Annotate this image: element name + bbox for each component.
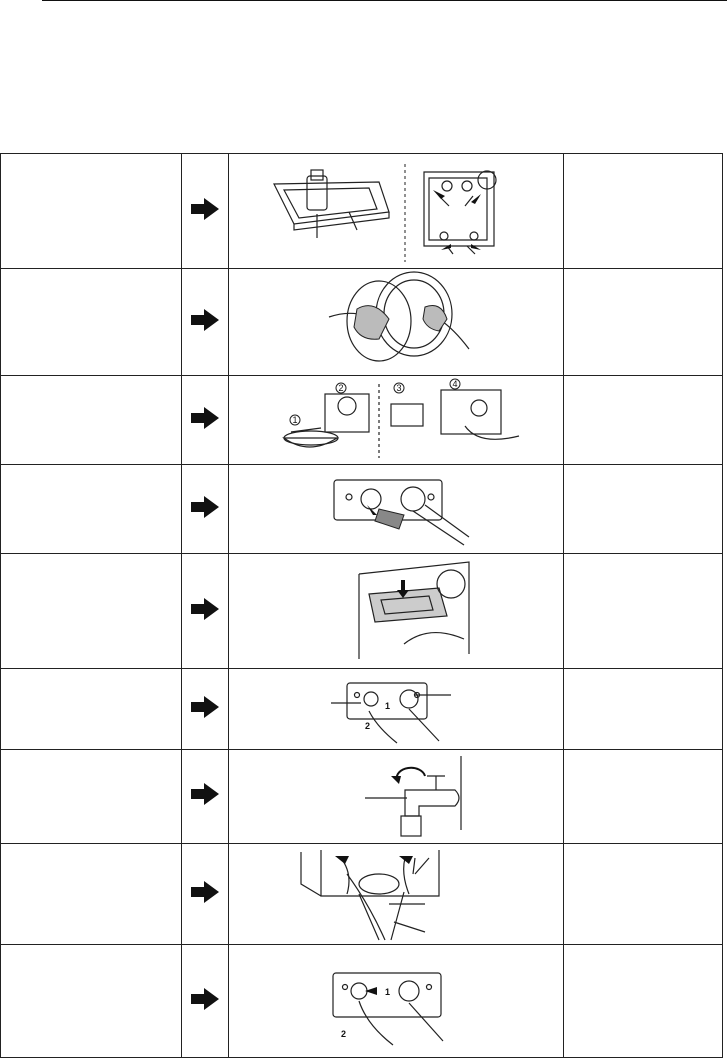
table-row	[1, 465, 723, 554]
illustration-cell	[229, 945, 564, 1058]
problem-cell	[1, 554, 182, 669]
illustration-cell	[229, 844, 564, 945]
step-marker: 2	[341, 1029, 347, 1039]
note-cell	[564, 750, 723, 844]
problem-cell	[1, 269, 182, 376]
right-arrow-icon	[190, 695, 220, 719]
top-rule	[42, 0, 727, 1]
arrow-cell	[182, 945, 229, 1058]
hose-routing-illustration	[229, 844, 564, 944]
arrow-cell	[182, 844, 229, 945]
right-arrow-icon	[190, 597, 220, 621]
illustration-cell	[229, 376, 564, 465]
illustration-cell	[229, 750, 564, 844]
troubleshooting-table	[0, 153, 723, 1058]
problem-cell	[1, 669, 182, 750]
table-row	[1, 945, 723, 1058]
note-cell	[564, 154, 723, 269]
problem-cell	[1, 945, 182, 1058]
note-cell	[564, 376, 723, 465]
right-arrow-icon	[190, 197, 220, 221]
step-marker: 2	[365, 721, 371, 731]
table-row	[1, 269, 723, 376]
illustration-cell	[229, 269, 564, 376]
arrow-cell	[182, 154, 229, 269]
step-marker: 1	[385, 987, 391, 997]
arrow-cell	[182, 269, 229, 376]
detergent-drawer-illustration	[229, 554, 564, 668]
step-marker: 1	[292, 415, 298, 425]
right-arrow-icon	[190, 782, 220, 806]
illustration-cell	[229, 465, 564, 554]
step-marker: 1	[385, 701, 391, 711]
arrow-cell	[182, 376, 229, 465]
table-row	[1, 750, 723, 844]
step-marker: 2	[338, 383, 344, 393]
illustration-cell	[229, 554, 564, 669]
shipping-bolts-illustration	[229, 154, 564, 268]
arrow-cell	[182, 669, 229, 750]
right-arrow-icon	[190, 308, 220, 332]
step-marker: 3	[396, 383, 402, 393]
inlet-filter-illustration	[229, 465, 564, 553]
table-row	[1, 554, 723, 669]
arrow-cell	[182, 554, 229, 669]
right-arrow-icon	[190, 987, 220, 1011]
step-marker: 4	[452, 379, 458, 389]
problem-cell	[1, 376, 182, 465]
note-cell	[564, 844, 723, 945]
illustration-cell	[229, 154, 564, 269]
problem-cell	[1, 844, 182, 945]
problem-cell	[1, 750, 182, 844]
note-cell	[564, 465, 723, 554]
table-row	[1, 154, 723, 269]
note-cell	[564, 669, 723, 750]
right-arrow-icon	[190, 406, 220, 430]
note-cell	[564, 945, 723, 1058]
door-seal-illustration	[229, 269, 564, 375]
right-arrow-icon	[190, 495, 220, 519]
illustration-cell	[229, 669, 564, 750]
note-cell	[564, 269, 723, 376]
right-arrow-icon	[190, 880, 220, 904]
drain-filter-illustration	[229, 376, 564, 464]
problem-cell	[1, 465, 182, 554]
table-row	[1, 844, 723, 945]
arrow-cell	[182, 465, 229, 554]
table-row	[1, 669, 723, 750]
water-tap-illustration	[229, 750, 564, 843]
problem-cell	[1, 154, 182, 269]
hose-connection-illustration	[229, 669, 564, 749]
table-row	[1, 376, 723, 465]
arrow-cell	[182, 750, 229, 844]
hose-tighten-illustration	[229, 945, 564, 1057]
note-cell	[564, 554, 723, 669]
